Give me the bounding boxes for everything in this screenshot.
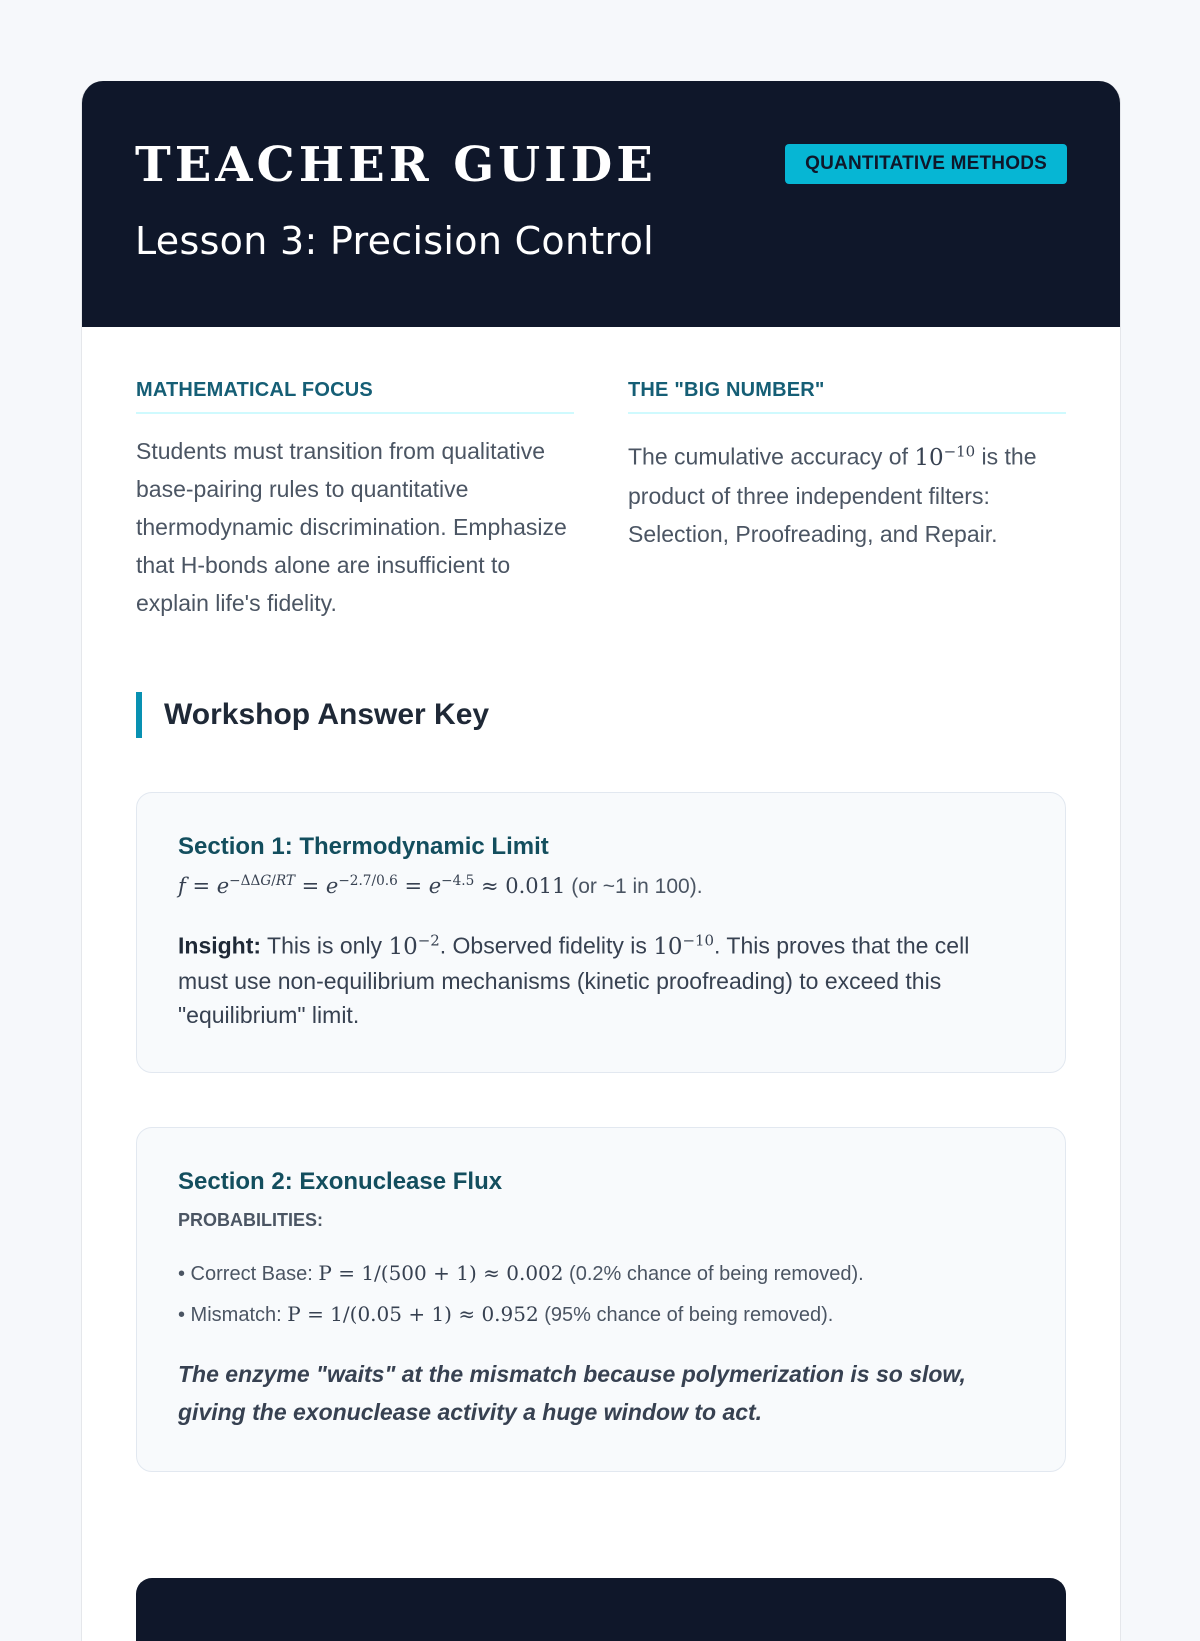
fidelity-formula: $f = e^{-\Delta\Delta G/RT} = e^{-2.7/0.6} = e^{-4.5} \approx 0.011$ [178, 873, 566, 898]
insight-exponent-2: −10 [682, 931, 715, 949]
list-item [178, 1294, 1025, 1335]
probabilities-list [178, 1253, 1025, 1335]
section-1-card [136, 792, 1066, 1073]
big-number-exponent: −10 [943, 442, 976, 460]
workshop-heading-text: Workshop Answer Key [164, 698, 490, 731]
correct-base-math: P = 1/(500 + 1) ≈ 0.002 [318, 1260, 564, 1285]
insight-math-1: $10^{-2}$ [388, 931, 440, 960]
mathematical-focus-column [136, 379, 574, 622]
mathematical-focus-text: Students must transition from qualitative base-pairing rules to quantitative thermodynamic discrimination. Emphasize that H-bonds alone are insufficient to explain life's fidelity. [136, 438, 567, 616]
section-1-insight [178, 923, 1025, 1032]
big-number-math [914, 442, 976, 471]
insight-math-2: $10^{-10}$ [653, 931, 715, 960]
section-1-title: Section 1: Thermodynamic Limit [178, 833, 549, 860]
insight-part-2: . Observed fidelity is [439, 932, 654, 959]
probabilities-label: PROBABILITIES: [178, 1209, 324, 1230]
section-2-title: Section 2: Exonuclease Flux [178, 1167, 503, 1195]
correct-base-note: (0.2% chance of being removed). [563, 1262, 864, 1285]
page-content [82, 327, 1120, 1472]
list-item [178, 1253, 1025, 1294]
section-1-formula [178, 873, 1025, 899]
big-number-column [628, 379, 1066, 622]
subject-badge: QUANTITATIVE METHODS [785, 144, 1067, 184]
big-number-text-before: The cumulative accuracy of [628, 443, 915, 470]
insight-exponent-1: −2 [417, 931, 440, 949]
mismatch-note: (95% chance of being removed). [538, 1303, 834, 1326]
section-2-quote: The enzyme "waits" at the mismatch because polymerization is so slow, giving the exonuclease activity a huge window to act. [178, 1360, 966, 1425]
mismatch-label: • Mismatch: [178, 1303, 288, 1326]
mathematical-focus-label: MATHEMATICAL FOCUS [136, 379, 574, 414]
big-number-label: THE "BIG NUMBER" [628, 379, 1066, 414]
section-2-card [136, 1127, 1066, 1472]
page-title: TEACHER GUIDE [135, 137, 657, 193]
section-1-formula-note: (or ~1 in 100). [565, 875, 703, 898]
next-section-block [136, 1578, 1066, 1641]
insight-label: Insight: [178, 932, 262, 959]
mismatch-math: P = 1/(0.05 + 1) ≈ 0.952 [287, 1301, 539, 1326]
lesson-subtitle: Lesson 3: Precision Control [135, 219, 655, 263]
big-number-base: 10 [914, 444, 944, 471]
overview-columns [136, 379, 1066, 622]
big-number-text-after: is the product of three independent filters: Selection, Proofreading, and Repair. [628, 443, 1037, 547]
insight-part-1: This is only [261, 932, 389, 959]
page-header [82, 81, 1120, 327]
workshop-heading [136, 692, 1066, 738]
insight-part-3: . This proves that the cell must use non-equilibrium mechanisms (kinetic proofreading) to exceed this "equilibrium" limit. [178, 932, 970, 1028]
correct-base-label: • Correct Base: [178, 1262, 319, 1285]
heading-accent-bar [136, 692, 142, 738]
big-number-text [628, 432, 1066, 553]
teacher-guide-page [81, 81, 1121, 1641]
